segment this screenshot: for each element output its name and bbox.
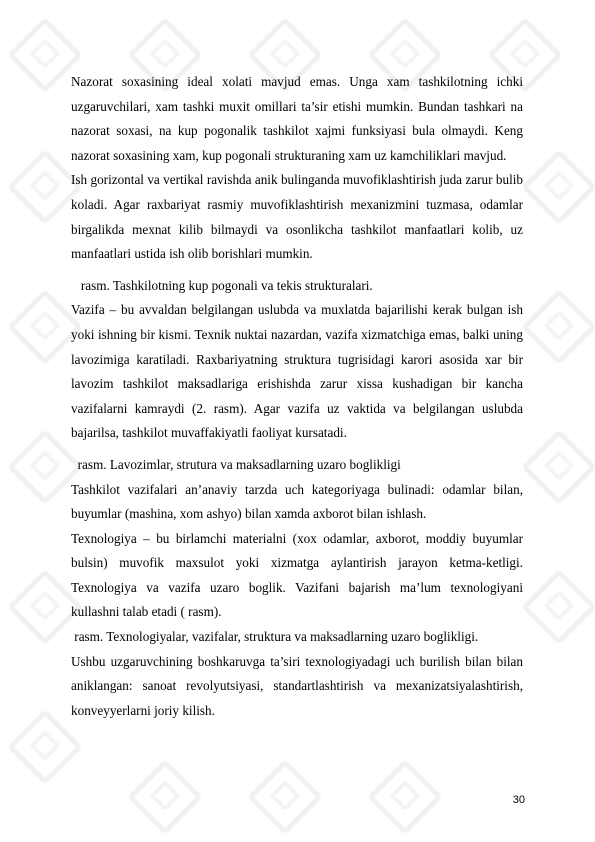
paragraph-task-definition: Vazifa – bu avvaldan belgilangan uslubda va muxlatda bajarilishi kerak bulgan ish yoki ishning bir kismi. Texnik nuktai nazardan, vazifa xizmatchiga emas, balki uning lavozimiga karatiladi. Raxbariyatning struktura tugrisidagi karori asosida xar bir lavozim tashkilot maksadlariga erishishda zarur xissa kushadigan bir kancha vazifalarni kamraydi (2. rasm). Agar vazifa uz vaktida va belgilangan uslubda bajarilsa, tashkilot muvaffakiyatli faoliyat kursatadi. xyxy=(71,302,523,441)
watermark-logo xyxy=(521,429,595,505)
paragraph-control-span: Nazorat soxasining ideal xolati mavjud emas. Unga xam tashkilotning ichki uzgaruvchilari, xam tashki muxit omillari ta’sir etishi mumkin. Bundan tashkari na nazorat soxasi, na kup pogonalik tashkilot xajmi funksiyasi bula olmaydi. Keng nazorat soxasining xam, kup pogonali strukturaning xam uz kamchiliklari mavjud. xyxy=(71,74,523,163)
watermark-logo xyxy=(521,149,595,225)
document-body xyxy=(71,70,523,723)
page-number: 30 xyxy=(512,794,525,806)
watermark-logo xyxy=(247,759,323,835)
watermark-logo xyxy=(521,569,595,645)
watermark-logo xyxy=(367,759,443,835)
figure-caption-technologies: rasm. Texnologiyalar, vazifalar, struktura va maksadlarning uzaro boglikligi. xyxy=(71,629,479,645)
paragraph-technology: Texnologiya – bu birlamchi materialni (xox odamlar, axborot, moddiy buyumlar bulsin) muvofik maxsulot yoki xizmatga aylantirish jarayon ketma-ketligi. Texnologiya va vazifa uzaro boglik. Vazifani bajarish ma’lum texnologiyani kullashni talab etadi ( rasm). xyxy=(71,530,523,620)
paragraph-coordination: Ish gorizontal va vertikal ravishda anik bulinganda muvofiklashtirish juda zarur bulib koladi. Agar raxbariyat rasmiy muvofiklashtirish mexanizmini tuzmasa, odamlar birgalikda mexnat kilib bilmaydi va osonlikcha tashkilot manfaatlari kolib, uz manfaatlari ustida ish olib borishlari mumkin. xyxy=(71,172,523,262)
figure-caption-positions: rasm. Lavozimlar, strutura va maksadlarning uzaro boglikligi xyxy=(71,456,401,472)
paragraph-task-categories: Tashkilot vazifalari an’anaviy tarzda uch kategoriyaga bulinadi: odamlar bilan, buyumlar (mashina, xom ashyo) bilan xamda axborot bilan ishlash. xyxy=(71,481,523,522)
watermark-logo xyxy=(521,289,595,365)
paragraph-technology-impact: Ushbu uzgaruvchining boshkaruvga ta’siri texnologiyadagi uch burilish bilan bilan aniklangan: sanoat revolyutsiyasi, standartlashtirish va mexanizatsiyalashtirish, konveyyerlarni joriy kilish. xyxy=(71,653,523,718)
figure-caption-structures: rasm. Tashkilotning kup pogonali va tekis strukturalari. xyxy=(71,277,373,293)
watermark-logo xyxy=(127,759,203,835)
